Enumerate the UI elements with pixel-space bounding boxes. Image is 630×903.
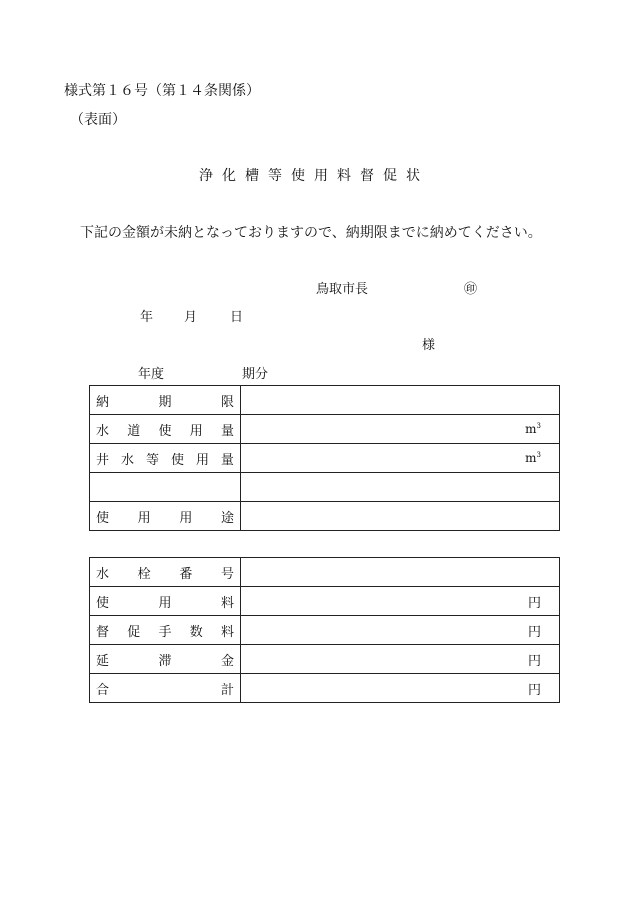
table-row xyxy=(90,444,560,473)
label-char: 督 xyxy=(96,624,110,640)
notice-text: 下記の金額が未納となっておりますので、納期限までに納めてください。 xyxy=(80,225,542,241)
label-char: 水 xyxy=(96,423,110,439)
label-char: 水 xyxy=(96,566,110,582)
installment-label: 期分 xyxy=(242,367,269,382)
row-label xyxy=(90,415,241,444)
row-value[interactable] xyxy=(241,645,560,674)
label-char: 途 xyxy=(220,510,234,526)
issuer-name: 鳥取市長 xyxy=(316,282,369,297)
row-value[interactable] xyxy=(241,473,560,502)
row-value[interactable] xyxy=(241,674,560,703)
label-char: 納 xyxy=(96,394,110,410)
row-label xyxy=(90,386,241,415)
label-char: 栓 xyxy=(137,566,151,582)
document-title: 浄化槽等使用料督促状 xyxy=(199,168,429,184)
label-char: 促 xyxy=(127,624,141,640)
label-char: 等 xyxy=(145,452,159,468)
label-char: 用 xyxy=(189,423,203,439)
table-row xyxy=(90,616,560,645)
label-char: 料 xyxy=(220,595,234,611)
label-char: 手 xyxy=(158,624,172,640)
row-label xyxy=(90,616,241,645)
label-char: 合 xyxy=(96,682,110,698)
table-row xyxy=(90,674,560,703)
table-row xyxy=(90,415,560,444)
form-number: 様式第１６号（第１４条関係） xyxy=(64,83,260,99)
unit-label: 円 xyxy=(527,595,541,611)
row-value[interactable] xyxy=(241,444,560,473)
row-value[interactable] xyxy=(241,616,560,645)
label-char: 水 xyxy=(120,452,134,468)
table-row xyxy=(90,645,560,674)
date-year: 年 xyxy=(140,310,154,325)
row-value[interactable] xyxy=(241,386,560,415)
label-char: 井 xyxy=(96,452,110,468)
row-label xyxy=(90,674,241,703)
label-char: 用 xyxy=(179,510,193,526)
label-char: 計 xyxy=(220,682,234,698)
label-char: 道 xyxy=(127,423,141,439)
row-value[interactable] xyxy=(241,502,560,531)
label-char: 使 xyxy=(96,595,110,611)
date-month: 月 xyxy=(184,310,198,325)
row-label xyxy=(90,587,241,616)
row-label xyxy=(90,473,241,502)
label-char: 用 xyxy=(195,452,209,468)
row-value[interactable] xyxy=(241,587,560,616)
face-indicator: （表面） xyxy=(70,112,126,128)
table-row xyxy=(90,587,560,616)
label-char: 限 xyxy=(220,394,234,410)
label-char: 使 xyxy=(158,423,172,439)
unit-label: 円 xyxy=(527,653,541,669)
label-char: 滞 xyxy=(158,653,172,669)
addressee-suffix: 様 xyxy=(422,338,436,353)
label-char: 料 xyxy=(220,624,234,640)
label-char: 数 xyxy=(189,624,203,640)
label-char: 号 xyxy=(220,566,234,582)
label-char: 使 xyxy=(96,510,110,526)
label-char: 金 xyxy=(220,653,234,669)
charges-table xyxy=(89,557,560,703)
table-row xyxy=(90,386,560,415)
row-label xyxy=(90,502,241,531)
row-value[interactable] xyxy=(241,558,560,587)
seal-mark: ㊞ xyxy=(464,282,478,297)
label-char: 量 xyxy=(220,423,234,439)
label-char: 使 xyxy=(170,452,184,468)
date-day: 日 xyxy=(230,310,244,325)
label-char: 用 xyxy=(158,595,172,611)
unit-label: $m^3$ xyxy=(525,421,541,436)
label-char: 用 xyxy=(137,510,151,526)
label-char: 番 xyxy=(179,566,193,582)
table-row xyxy=(90,473,560,502)
row-label xyxy=(90,645,241,674)
unit-label: 円 xyxy=(527,624,541,640)
row-label xyxy=(90,444,241,473)
fiscal-year-label: 年度 xyxy=(138,367,165,382)
row-value[interactable] xyxy=(241,415,560,444)
row-label xyxy=(90,558,241,587)
table-row xyxy=(90,502,560,531)
usage-table xyxy=(89,385,560,531)
unit-label: 円 xyxy=(527,682,541,698)
label-char: 延 xyxy=(96,653,110,669)
unit-label: $m^3$ xyxy=(525,450,541,465)
label-char: 量 xyxy=(220,452,234,468)
label-char: 期 xyxy=(158,394,172,410)
table-row xyxy=(90,558,560,587)
